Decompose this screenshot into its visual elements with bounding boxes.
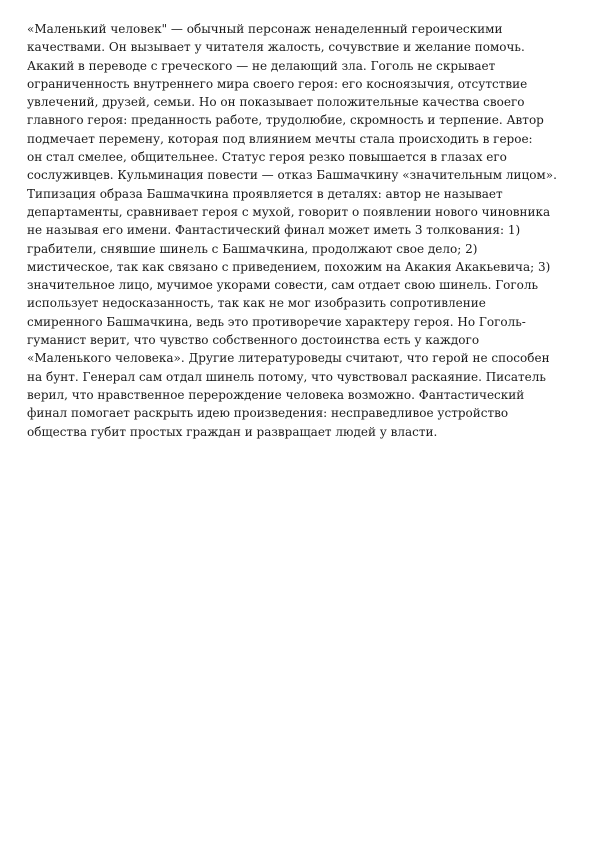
- text-line: «Маленький человек" — обычный персонаж ненаделенный героическими: [27, 22, 503, 36]
- text-line: использует недосказанность, так как не мог изобразить сопротивление: [27, 296, 486, 311]
- text-line: департаменты, сравнивает героя с мухой, говорит о появлении нового чиновника: [27, 204, 551, 219]
- text-line: общества губит простых граждан и развращает людей у власти.: [27, 424, 438, 439]
- text-line: финал помогает раскрыть идею произведения: несправедливое устройство: [27, 406, 509, 421]
- text-line: ограниченность внутреннего мира своего героя: его косноязычия, отсутствие: [27, 76, 528, 91]
- text-line: сослуживцев. Кульминация повести — отказ Башмачкину «значительным лицом».: [27, 168, 557, 183]
- text-line: мистическое, так как связано с приведением, похожим на Акакия Акакьевича; 3): [27, 259, 551, 274]
- text-line: подмечает перемену, которая под влиянием мечты стала происходить в герое:: [27, 131, 533, 146]
- text-line: значительное лицо, мучимое укорами совести, сам отдает свою шинель. Гоголь: [27, 278, 539, 293]
- text-line: Акакий в переводе с греческого — не делающий зла. Гоголь не скрывает: [27, 58, 496, 73]
- text-line: верил, что нравственное перерождение человека возможно. Фантастический: [27, 387, 525, 402]
- text-line: качествами. Он вызывает у читателя жалость, сочувствие и желание помочь.: [27, 40, 525, 55]
- body-paragraph: [27, 20, 572, 441]
- text-line: гуманист верит, что чувство собственного достоинства есть у каждого: [27, 333, 480, 348]
- text-line: смиренного Башмачкина, ведь это противоречие характеру героя. Но Гоголь-: [27, 314, 526, 329]
- text-line: главного героя: преданность работе, трудолюбие, скромность и терпение. Автор: [27, 113, 544, 128]
- text-line: «Маленького человека». Другие литературоведы считают, что герой не способен: [27, 351, 550, 366]
- text-line: Типизация образа Башмачкина проявляется в деталях: автор не называет: [27, 186, 503, 201]
- text-line: не называя его имени. Фантастический финал может иметь 3 толкования: 1): [27, 223, 521, 238]
- text-line: грабители, снявшие шинель с Башмачкина, продолжают свое дело; 2): [27, 241, 478, 256]
- text-line: на бунт. Генерал сам отдал шинель потому, что чувствовал раскаяние. Писатель: [27, 369, 546, 384]
- text-line: увлечений, друзей, семьи. Но он показывает положительные качества своего: [27, 95, 525, 110]
- text-line: он стал смелее, общительнее. Статус героя резко повышается в глазах его: [27, 150, 507, 165]
